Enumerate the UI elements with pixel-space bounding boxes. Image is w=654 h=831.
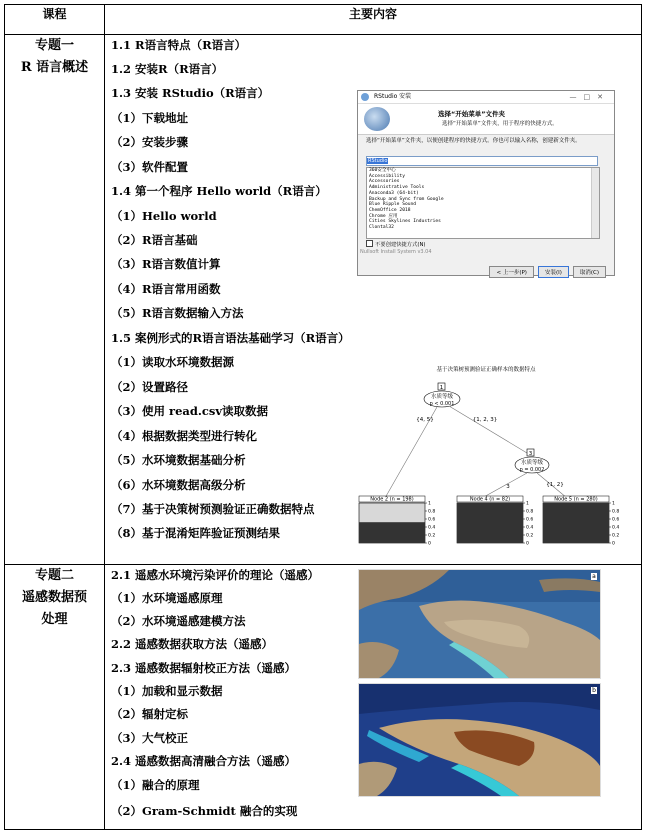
satellite-image-a [358,569,601,679]
inner-node-id: 3 [528,451,533,457]
leaf-bar [359,522,425,543]
satellite-image-b [358,683,601,797]
installer-description: 选择“开始菜单”文件夹，以便创建程序的快捷方式。你也可以输入名称，创建新文件夹。 [366,138,581,144]
installer-buttons [485,259,606,278]
folder-item: Backup and Sync from Google [369,196,444,202]
topic2-line: （1）融合的原理 [111,778,200,792]
topic1-line: 1.4 第一个程序 Hello world（R语言） [111,184,327,198]
topic2-line: （3）大气校正 [111,731,189,745]
topic2-line: 2.2 遥感数据获取方法（遥感） [111,637,274,651]
leaf-bar [457,503,523,543]
topic2-line: （2）辐射定标 [111,707,189,721]
topic1-line: （2）设置路径 [111,380,189,394]
leaf-tick-label: 1 [612,501,615,507]
topic1-line: 1.3 安装 RStudio（R语言） [111,86,270,100]
leaf-tick-label: 0.6 [526,517,534,523]
topic1-line: （4）根据数据类型进行转化 [111,429,258,443]
topic1-line: 1.2 安装R（R语言） [111,62,224,76]
leaf-label: Node 5 (n = 280) [554,496,598,503]
no-shortcut-checkbox [366,240,425,248]
topic1-title-line2: R 语言概述 [20,60,89,75]
checkbox-icon [366,240,373,247]
root-left-edge-label: {4, 5} [416,417,434,423]
topic1-line: 1.1 R语言特点（R语言） [111,38,247,52]
leaf-tick-label: 0 [612,541,615,547]
installer-header [358,104,614,135]
topic1-line: （2）安装步骤 [111,135,189,149]
leaf-tick-label: 0.6 [612,517,620,523]
topic2-line: 2.4 遥感数据高清融合方法（遥感） [111,754,297,768]
installer-logo-icon [364,107,390,131]
header-course: 课程 [5,5,105,35]
installer-header-title: 选择“开始菜单”文件夹 [438,110,506,118]
decision-tree-figure [357,361,620,551]
folder-item: Clontal32 [369,225,394,231]
topic2-line: （1）加载和显示数据 [111,684,223,698]
folder-item: Chrome 应用 [369,213,398,219]
back-button: < 上一步(P) [489,266,533,278]
leaf-tick-label: 0.8 [526,509,534,515]
root-node-p: p < 0.001 [429,401,455,407]
leaf-bar [543,503,609,543]
window-controls-icon: —□✕ [569,93,610,101]
rstudio-icon [361,93,369,101]
no-shortcut-label: 不要创建快捷方式(N) [375,242,426,248]
root-node-id: 1 [439,385,444,391]
topic1-title [5,35,105,565]
topic1-line: （5）R语言数据输入方法 [111,306,244,320]
leaf-panels [359,496,619,547]
topic1-line: （7）基于决策树预测验证正确数据特点 [111,502,315,516]
leaf-tick-label: 0.2 [612,533,620,539]
leaf-tick-label: 1 [526,501,529,507]
folder-item: Administrative Tools [369,185,425,191]
installer-window-title: RStudio 安装 [374,93,412,100]
folder-name-input [366,156,598,166]
list-scrollbar [591,168,599,238]
install-button: 安装(I) [538,266,569,278]
root-right-edge-label: {1, 2, 3} [472,417,498,423]
topic2-line: （1）水环境遥感原理 [111,591,223,605]
inner-node-p: p = 0.002 [519,467,545,473]
nsis-version: Nullsoft Install System v3.04 [360,249,432,255]
topic1-line: （1）下载地址 [111,111,189,125]
topic1-line: （3）使用 read.csv读取数据 [111,404,269,418]
leaf-tick-label: 0.4 [612,525,620,531]
topic1-line: （6）水环境数据高级分析 [111,478,246,492]
leaf-label: Node 2 (n = 198) [370,496,414,503]
topic1-line: （8）基于混淆矩阵验证预测结果 [111,526,280,540]
leaf-tick-label: 0.8 [428,509,436,515]
inner-left-edge-label: 3 [506,484,510,490]
leaf-label: Node 4 (n = 82) [469,496,511,503]
topic1-line: （4）R语言常用函数 [111,282,221,296]
topic1-line: 1.5 案例形式的R语言语法基础学习（R语言） [111,331,350,345]
topic2-line: （2）Gram-Schmidt 融合的实现 [111,804,298,818]
leaf-tick-label: 0 [526,541,529,547]
folder-item: Accessories [369,179,400,185]
topic2-title-line2: 遥感数据预 [21,590,87,605]
installer-header-subtitle: 选择“开始菜单”文件夹，用于程序的快捷方式。 [442,121,558,127]
header-content: 主要内容 [105,5,642,35]
folder-name-value: RStudio [368,158,388,164]
folder-item: Cities Skylines Industries [369,219,441,225]
folder-list [366,167,600,239]
topic1-content [105,35,642,565]
topic2-title-line1: 专题二 [34,568,74,583]
topic1-line: （3）R语言数值计算 [111,257,221,271]
topic2-line: 2.3 遥感数据辐射校正方法（遥感） [111,661,297,675]
folder-item: Blue Ripple Sound [369,202,417,208]
topic2-title [5,565,105,830]
folder-item: Accessibility [369,173,405,179]
leaf-tick-label: 1 [428,501,431,507]
topic1-line: （1）读取水环境数据源 [111,355,235,369]
folder-item: ChemOffice 2018 [369,207,411,213]
leaf-tick-label: 0.6 [428,517,436,523]
leaf-tick-label: 0.2 [526,533,534,539]
topic2-title-line3: 处理 [41,612,68,627]
topic1-title-line1: 专题一 [34,38,74,53]
cancel-button: 取消(C) [573,266,606,278]
image-tag-b: b [592,687,596,694]
leaf-tick-label: 0.8 [612,509,620,515]
leaf-tick-label: 0 [428,541,431,547]
folder-item: 360安全中心 [369,168,396,173]
topic1-line: （3）软件配置 [111,160,189,174]
satellite-image-a-art [359,570,600,678]
satellite-image-b-art [359,684,600,796]
course-table [4,4,642,830]
leaf-tick-label: 0.4 [526,525,534,531]
topic2-line: 2.1 遥感水环境污染评价的理论（遥感） [111,568,320,582]
rstudio-installer-screenshot [357,90,615,276]
inner-node-var: 水质等级 [520,460,544,466]
topic2-content [105,565,642,830]
tree-title: 基于决策树预测验证正确样本的数据特点 [436,367,536,373]
topic2-line: （2）水环境遥感建模方法 [111,614,246,628]
root-node-var: 水质等级 [430,394,454,400]
installer-titlebar [358,91,614,104]
inner-left-edge [482,473,527,498]
topic1-line: （5）水环境数据基础分析 [111,453,246,467]
topic1-line: （2）R语言基础 [111,233,198,247]
leaf-tick-label: 0.2 [428,533,436,539]
inner-right-edge-label: {1, 2} [546,482,564,488]
folder-item: Anaconda3 (64-bit) [369,190,419,196]
leaf-tick-label: 0.4 [428,525,436,531]
topic1-line: （1）Hello world [111,209,217,223]
image-tag-a: a [592,573,596,580]
root-right-edge [449,406,527,453]
